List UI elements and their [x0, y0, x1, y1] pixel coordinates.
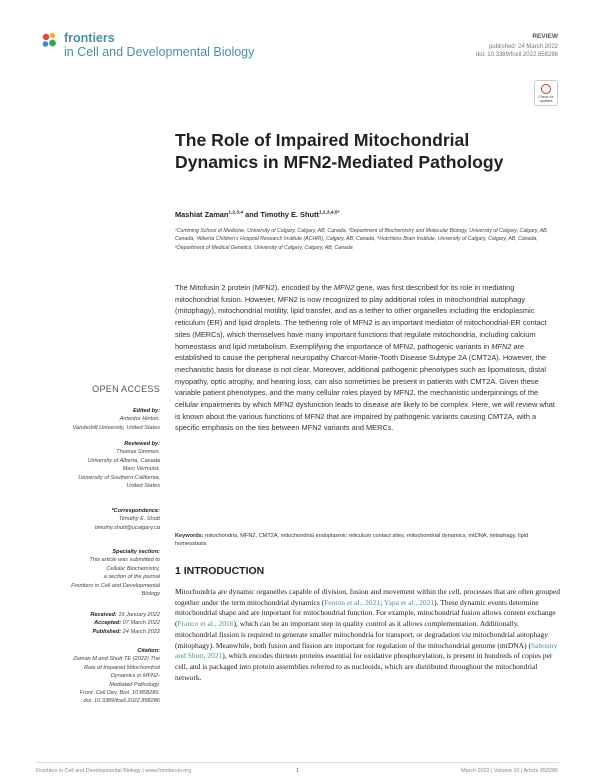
open-access-label: OPEN ACCESS	[92, 384, 160, 394]
abstract-text: gene, was first described for its role in mediating mitochondrial fusion. However, MFN2 is now recognized to play additional roles in mitochondrial autophagy (mitophagy), mitochondrial motility, lipid transfer, and as a tether to other organelles including the endoplasmic reticulum (ER) and lipid droplets. The tethering role of MFN2 is an important mediator of mitochondrial-ER contact sites (MERCs), which themselves have many important functions that regulate mitochondria, including calcium homeostasis and lipid metabolism. Exemplifying the importance of MFN2, pathogenic variants in	[175, 283, 547, 351]
editor-line: Antentor Hinton,	[119, 416, 160, 423]
received-label: Received:	[90, 612, 117, 618]
section-heading: 1 INTRODUCTION	[175, 565, 265, 577]
body-text: ), which can be an important step in quality control as it allows complementation. Additionally, mitochondrial fission is required to generate smaller mitochondria for transport, or degradation	[175, 619, 520, 639]
abstract-text: are established to cause the peripheral neuropathy Charcot-Marie-Tooth Disease Subtype 2A (CMT2A). However, the mechanistic basis for disease is not clear. Moreover, additional pathogenic phenotypes such as lipomatosis, distal myopathy, optic atrophy, and hearing loss, can also sometimes be present in patients with CMT2A. Given these variable patient phenotypes, and the many cellular roles played by MFN2, the mechanistic underpinnings of the cellular impairments by which MFN2 dysfunction leads to disease are likely to be complex. Here, we will review what is known about the various functions of MFN2 that are impaired by pathogenic variants causing CMT2A, with a specific emphasis on the ties between MFN2 variants and MERCs.	[175, 341, 555, 433]
specialty-line: Frontiers in Cell and Developmental	[71, 582, 160, 589]
check-updates-icon	[541, 84, 551, 94]
keywords-label: Keywords:	[175, 533, 204, 539]
frontiers-logo-icon	[40, 31, 60, 51]
body-text: Mitochondria are dynamic organelles capable of division, fusion and movement within the cell, processes that are often grouped together under the term mitochondrial dynamics (	[175, 587, 560, 607]
footer-divider	[36, 762, 559, 763]
author-affil-sup: 1,2,3,4	[228, 210, 244, 216]
reviewed-by-label: Reviewed by:	[124, 441, 160, 447]
abstract-text: The Mitofusin 2 protein (MFN2), encoded by the	[175, 283, 334, 292]
citation-line: Front. Cell Dev. Biol. 10:858286.	[79, 690, 160, 697]
author-and: and	[245, 210, 259, 219]
reviewer-line: United States	[126, 483, 160, 490]
specialty-line: a section of the journal	[103, 574, 160, 581]
citation-line: Mediated Pathology.	[109, 681, 160, 688]
received-date: 19 January 2022	[118, 612, 160, 618]
accepted-label: Accepted:	[94, 620, 122, 627]
affiliations: ¹Cumming School of Medicine, University of Calgary, Calgary, AB, Canada, ²Department of Biochemistry and Molecular Biology, University of Calgary, Calgary, AB, Canada, ³Alberta Children’s Hospital Research Institute (ACHRI), Calgary, AB, Canada, ⁴Hotchkiss Brain Institute, University of Calgary, Calgary, AB, Canada, ⁵Department of Medical Genetics, University of Calgary, Calgary, AB, Canada	[175, 228, 549, 251]
specialty-line: Biology	[141, 591, 160, 598]
accepted-date: 07 March 2022	[122, 620, 160, 627]
body-text-italic: via	[461, 629, 471, 639]
specialty-label: Specialty section:	[112, 549, 160, 555]
published-label: Published:	[92, 628, 122, 635]
specialty-line: Cellular Biochemistry,	[106, 565, 160, 572]
keywords	[175, 532, 560, 549]
correspondence-label: *Correspondence:	[111, 508, 160, 514]
author-name[interactable]: Mashiat Zaman	[175, 210, 229, 219]
author-list	[175, 210, 339, 219]
edited-by-block	[10, 407, 160, 432]
edited-by-label: Edited by:	[132, 408, 160, 414]
reviewer-line: Thomas Simmen,	[116, 449, 160, 456]
citation-line[interactable]: doi: 10.3389/fcell.2022.858286	[83, 698, 160, 705]
dates-block	[10, 611, 160, 636]
citation-line: Role of Impaired Mitochondrial	[84, 664, 160, 671]
introduction-text	[175, 587, 560, 683]
correspondence-name: Timothy E. Shutt	[118, 516, 160, 523]
correspondence-email[interactable]: timothy.shutt@ucalgary.ca	[94, 524, 160, 531]
page-number: 1	[296, 768, 299, 774]
doi-link[interactable]: doi: 10.3389/fcell.2022.858286	[475, 52, 558, 58]
footer-journal[interactable]: Frontiers in Cell and Developmental Biology | www.frontiersin.org	[36, 768, 192, 774]
editor-line: Vanderbilt University, United States	[72, 424, 160, 431]
reviewer-line: Marc Vermulst,	[122, 466, 160, 473]
reviewer-line: University of Alberta, Canada	[87, 457, 160, 464]
article-type: REVIEW	[532, 33, 558, 40]
published-date: published: 24 March 2022	[488, 44, 558, 50]
article-title: The Role of Impaired Mitochondrial Dynamics in MFN2-Mediated Pathology	[175, 130, 504, 172]
body-text: ). These dynamic events determine mitochondrial shape and are important for mitochondrial function. For example, mitochondrial fusion allows content exchange (	[175, 597, 556, 629]
author-name[interactable]: Timothy E. Shutt	[260, 210, 319, 219]
journal-name-subtitle: in Cell and Developmental Biology	[64, 45, 255, 59]
correspondence-block	[10, 507, 160, 532]
corresponding-star: *	[337, 210, 340, 216]
specialty-section-block	[10, 548, 160, 598]
specialty-line: This article was submitted to	[89, 557, 160, 564]
citation-line: Dynamics in MFN2-	[110, 673, 160, 680]
body-text: ;	[380, 597, 384, 607]
journal-name-brand: frontiers	[64, 31, 115, 45]
reviewer-line: University of Southern California,	[78, 474, 160, 481]
citation-block	[10, 647, 160, 706]
citation-link[interactable]: Franco et al., 2016	[177, 619, 234, 629]
citation-link[interactable]: Sabouny and Shutt, 2021	[175, 640, 558, 661]
body-text: ), which encodes thirteen proteins essential for oxidative phosphorylation, is present in hundreds of copies per cell, and is packaged into protein assemblies referred to as nucleoids, which are distributed throughout the mitochondrial network.	[175, 651, 553, 682]
check-for-updates-badge[interactable]	[534, 80, 558, 106]
check-updates-label: Check for updates	[538, 95, 554, 103]
citation-line: Zaman M and Shutt TE (2022) The	[73, 656, 160, 663]
published-date-side: 24 March 2022	[122, 628, 160, 635]
reviewed-by-block	[10, 440, 160, 490]
citation-label: Citation:	[137, 648, 160, 654]
gene-name: MFN2	[333, 283, 355, 292]
abstract	[175, 282, 560, 434]
citation-link[interactable]: Yapa et al., 2021	[383, 597, 435, 607]
gene-name: MFN2	[491, 341, 512, 351]
body-text: mitochondrial autophagy (mitophagy). Meanwhile, both fusion and fission are important for regulation of the mitochondrial genome (mtDNA) (	[175, 629, 549, 650]
keywords-text: mitochondria, MFN2, CMT2A, mitochondrial endoplasmic reticulum contact sites, mitochondrial dynamics, mtDNA, mitophagy, lipid homeostasis	[175, 533, 529, 548]
footer-volume: March 2022 | Volume 10 | Article 858286	[461, 768, 558, 774]
author-affil-sup: 1,2,3,4,5	[318, 210, 338, 216]
citation-link[interactable]: Fenton et al., 2021	[324, 597, 381, 607]
